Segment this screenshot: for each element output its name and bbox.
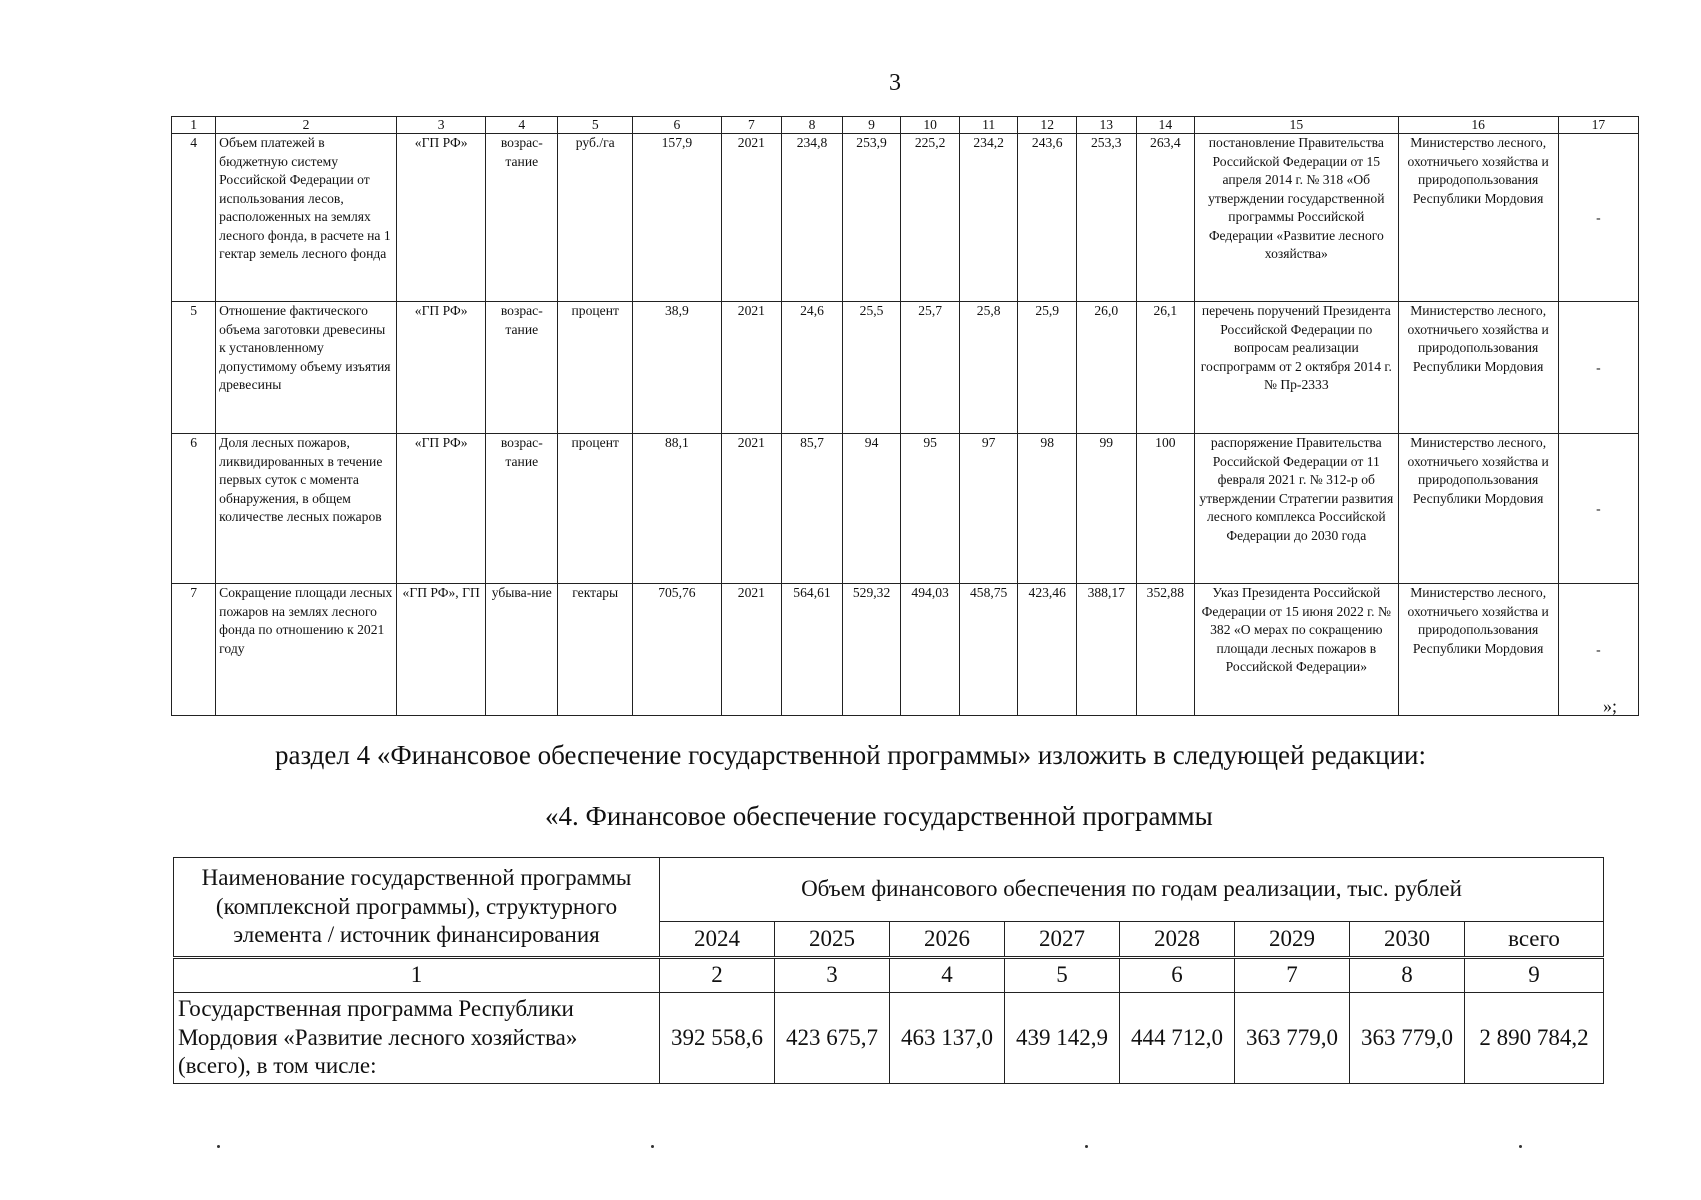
financing-row-name: Государственная программа Республики Мордовия «Развитие лесного хозяйства» (всего), в том числе: (174, 992, 660, 1083)
indicator-document-cell: распоряжение Правительства Российской Федерации от 11 февраля 2021 г. № 312-р об утверждении Стратегии развития лесного комплекса Российской Федерации до 2030 года (1195, 434, 1398, 584)
financing-column-number: 6 (1120, 958, 1235, 993)
indicator-v2026-cell: 95 (901, 434, 960, 584)
financing-value-cell: 463 137,0 (890, 992, 1005, 1083)
column-number-cell: 11 (959, 117, 1018, 134)
indicator-v2027-cell: 25,8 (959, 302, 1018, 434)
indicator-col17-cell: - (1558, 302, 1638, 434)
financing-value-cell: 2 890 784,2 (1465, 992, 1604, 1083)
indicator-v2024-cell: 234,8 (782, 134, 843, 302)
indicator-level-cell: «ГП РФ» (396, 302, 485, 434)
indicator-base-year-cell: 2021 (721, 584, 782, 716)
financing-column-number: 2 (660, 958, 775, 993)
indicator-num-cell: 6 (172, 434, 216, 584)
financing-year-header: 2029 (1235, 922, 1350, 958)
page-number: 3 (889, 70, 901, 96)
indicator-level-cell: «ГП РФ» (396, 434, 485, 584)
column-number-cell: 10 (901, 117, 960, 134)
indicator-unit-cell: руб./га (558, 134, 633, 302)
column-number-cell: 4 (486, 117, 558, 134)
indicator-v2026-cell: 494,03 (901, 584, 960, 716)
indicator-v2026-cell: 25,7 (901, 302, 960, 434)
indicator-level-cell: «ГП РФ» (396, 134, 485, 302)
indicator-v2029-cell: 26,0 (1076, 302, 1136, 434)
indicator-direction-cell: убыва-ние (486, 584, 558, 716)
column-number-cell: 3 (396, 117, 485, 134)
indicator-col17-cell: - (1558, 584, 1638, 716)
indicator-document-cell: Указ Президента Российской Федерации от 15 июня 2022 г. № 382 «О мерах по сокращению площади лесных пожаров в Российской Федерации» (1195, 584, 1398, 716)
indicator-base-value-cell: 88,1 (633, 434, 721, 584)
column-number-cell: 1 (172, 117, 216, 134)
financing-year-header: 2024 (660, 922, 775, 958)
indicator-num-cell: 4 (172, 134, 216, 302)
indicator-v2027-cell: 97 (959, 434, 1018, 584)
financing-year-header: 2026 (890, 922, 1005, 958)
indicator-v2025-cell: 253,9 (842, 134, 901, 302)
section-amendment-text: раздел 4 «Финансовое обеспечение государственной программы» изложить в следующей редакции: (274, 740, 1427, 770)
indicator-unit-cell: процент (558, 302, 633, 434)
financing-table (173, 857, 1604, 1084)
financing-column-number: 1 (174, 958, 660, 993)
indicator-col17-cell: - (1558, 434, 1638, 584)
indicator-v2024-cell: 564,61 (782, 584, 843, 716)
indicator-document-cell: постановление Правительства Российской Федерации от 15 апреля 2014 г. № 318 «Об утверждении государственной программы Российской Федерации «Развитие лесного хозяйства» (1195, 134, 1398, 302)
financing-value-cell: 392 558,6 (660, 992, 775, 1083)
indicator-v2029-cell: 388,17 (1076, 584, 1136, 716)
indicator-v2028-cell: 25,9 (1018, 302, 1077, 434)
scan-artifacts (0, 1145, 1701, 1165)
indicator-document-cell: перечень поручений Президента Российской Федерации по вопросам реализации госпрограмм от 2 октября 2014 г. № Пр-2333 (1195, 302, 1398, 434)
indicator-v2024-cell: 85,7 (782, 434, 843, 584)
financing-volume-header: Объем финансового обеспечения по годам реализации, тыс. рублей (660, 858, 1604, 922)
column-number-cell: 15 (1195, 117, 1398, 134)
financing-column-number: 5 (1005, 958, 1120, 993)
section-title: «4. Финансовое обеспечение государственной программы (545, 801, 1213, 831)
column-number-cell: 16 (1398, 117, 1558, 134)
indicator-responsible-cell: Министерство лесного, охотничьего хозяйства и природопользования Республики Мордовия (1398, 302, 1558, 434)
column-number-row (172, 117, 1639, 134)
financing-column-number: 3 (775, 958, 890, 993)
indicators-table (171, 116, 1639, 716)
financing-name-header: Наименование государственной программы (комплексной программы), структурного элемента / источник финансирования (174, 858, 660, 958)
column-number-cell: 2 (216, 117, 397, 134)
financing-value-cell: 423 675,7 (775, 992, 890, 1083)
column-number-cell: 12 (1018, 117, 1077, 134)
financing-value-cell: 363 779,0 (1235, 992, 1350, 1083)
indicator-name-cell: Объем платежей в бюджетную систему Российской Федерации от использования лесов, расположенных на землях лесного фонда, в расчете на 1 гектар земель лесного фонда (216, 134, 397, 302)
financing-year-header: всего (1465, 922, 1604, 958)
indicator-direction-cell: возрас-тание (486, 434, 558, 584)
column-number-cell: 7 (721, 117, 782, 134)
financing-year-header: 2028 (1120, 922, 1235, 958)
indicator-responsible-cell: Министерство лесного, охотничьего хозяйства и природопользования Республики Мордовия (1398, 434, 1558, 584)
indicator-v2029-cell: 253,3 (1076, 134, 1136, 302)
indicator-v2027-cell: 234,2 (959, 134, 1018, 302)
indicator-v2030-cell: 26,1 (1136, 302, 1195, 434)
indicator-responsible-cell: Министерство лесного, охотничьего хозяйства и природопользования Республики Мордовия (1398, 134, 1558, 302)
indicator-base-value-cell: 38,9 (633, 302, 721, 434)
indicator-unit-cell: процент (558, 434, 633, 584)
financing-value-cell: 363 779,0 (1350, 992, 1465, 1083)
indicator-base-year-cell: 2021 (721, 434, 782, 584)
financing-value-cell: 444 712,0 (1120, 992, 1235, 1083)
closing-quote: »; (1603, 696, 1618, 716)
indicator-level-cell: «ГП РФ», ГП (396, 584, 485, 716)
indicator-v2027-cell: 458,75 (959, 584, 1018, 716)
column-number-cell: 17 (1558, 117, 1638, 134)
indicator-unit-cell: гектары (558, 584, 633, 716)
indicator-name-cell: Доля лесных пожаров, ликвидированных в течение первых суток с момента обнаружения, в общем количестве лесных пожаров (216, 434, 397, 584)
financing-year-header: 2027 (1005, 922, 1120, 958)
indicator-v2025-cell: 94 (842, 434, 901, 584)
indicator-name-cell: Отношение фактического объема заготовки древесины к установленному допустимому объему изъятия древесины (216, 302, 397, 434)
indicator-col17-cell: - (1558, 134, 1638, 302)
indicator-base-value-cell: 157,9 (633, 134, 721, 302)
column-number-cell: 9 (842, 117, 901, 134)
indicator-row (172, 134, 1639, 302)
financing-row (174, 992, 1604, 1083)
indicator-base-year-cell: 2021 (721, 134, 782, 302)
financing-value-cell: 439 142,9 (1005, 992, 1120, 1083)
financing-column-number: 9 (1465, 958, 1604, 993)
indicator-direction-cell: возрас-тание (486, 134, 558, 302)
column-number-cell: 13 (1076, 117, 1136, 134)
financing-column-number: 7 (1235, 958, 1350, 993)
indicator-v2028-cell: 98 (1018, 434, 1077, 584)
indicator-base-year-cell: 2021 (721, 302, 782, 434)
indicator-v2030-cell: 100 (1136, 434, 1195, 584)
indicator-name-cell: Сокращение площади лесных пожаров на землях лесного фонда по отношению к 2021 году (216, 584, 397, 716)
indicator-num-cell: 7 (172, 584, 216, 716)
indicator-base-value-cell: 705,76 (633, 584, 721, 716)
indicator-row (172, 302, 1639, 434)
column-number-cell: 8 (782, 117, 843, 134)
indicator-row (172, 584, 1639, 716)
indicator-direction-cell: возрас-тание (486, 302, 558, 434)
indicator-row (172, 434, 1639, 584)
indicator-v2026-cell: 225,2 (901, 134, 960, 302)
indicator-v2028-cell: 243,6 (1018, 134, 1077, 302)
indicator-v2025-cell: 25,5 (842, 302, 901, 434)
financing-year-header: 2025 (775, 922, 890, 958)
column-number-cell: 5 (558, 117, 633, 134)
indicator-responsible-cell: Министерство лесного, охотничьего хозяйства и природопользования Республики Мордовия (1398, 584, 1558, 716)
indicator-v2025-cell: 529,32 (842, 584, 901, 716)
indicator-v2024-cell: 24,6 (782, 302, 843, 434)
indicator-v2029-cell: 99 (1076, 434, 1136, 584)
financing-year-header: 2030 (1350, 922, 1465, 958)
indicator-num-cell: 5 (172, 302, 216, 434)
indicator-v2030-cell: 263,4 (1136, 134, 1195, 302)
financing-column-number: 8 (1350, 958, 1465, 993)
indicator-v2030-cell: 352,88 (1136, 584, 1195, 716)
indicator-v2028-cell: 423,46 (1018, 584, 1077, 716)
column-number-cell: 6 (633, 117, 721, 134)
column-number-cell: 14 (1136, 117, 1195, 134)
financing-column-number: 4 (890, 958, 1005, 993)
